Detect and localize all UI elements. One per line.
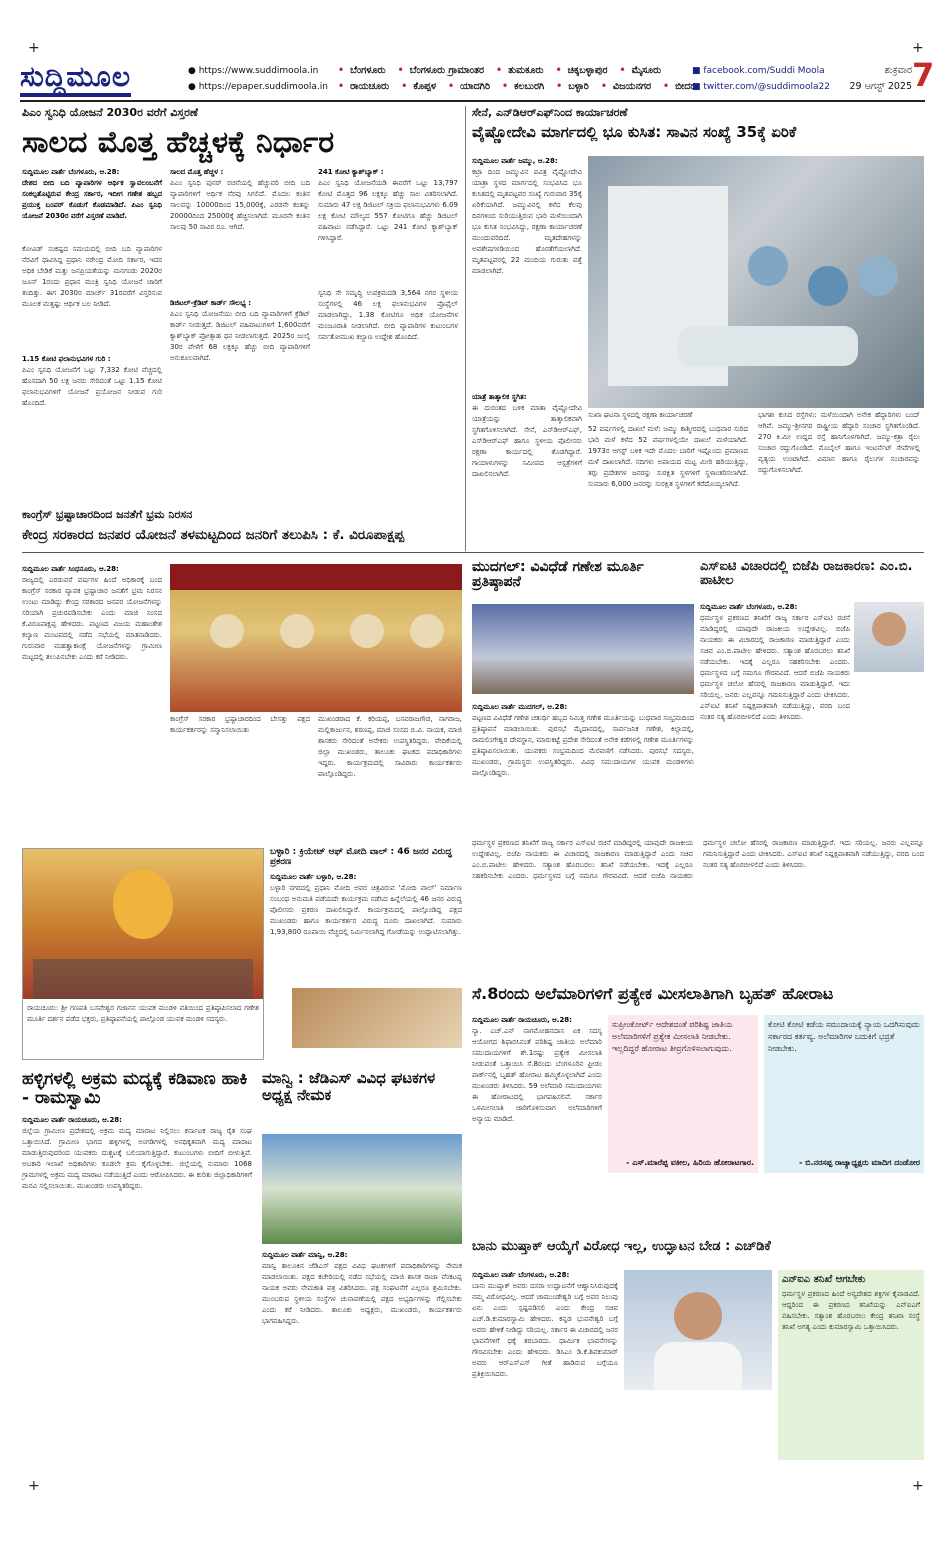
photo-caption: ರಾಯಚೂರು: ಶ್ರೀ ಗಣಪತಿ ಬಸವೇಶ್ವರ ಗಜಾನನ ಯುವಕ ಮಂಡಳಿ ವತಿಯಿಂದ ಪ್ರತಿಷ್ಠಾಪಿಸಲಾದ ಗಣೇಶ ಮೂರ್ತಿ ದರ್ಶನ ಪಡೆದ ಭಕ್ತರು, ಪ್ರತಿಷ್ಠಾಪನೆಯಲ್ಲಿ ಪಾಲ್ಗೊಂಡ ಯುವಕ ಮಂಡಳಿ ಸದಸ್ಯರು. — [27, 1004, 259, 1023]
story-vaishnodevi — [472, 106, 924, 488]
story-body: ಕಟ್ರಾ ದಿಂದ ಜಮ್ಮುವಿನ ಪವಿತ್ರ ವೈಷ್ಣೋದೇವಿ ಯಾತ್ರಾ ಸ್ಥಳದ ಮಾರ್ಗದಲ್ಲಿ ಸಂಭವಿಸಿದ ಭೂ ಕುಸಿತದಲ್ಲಿ ಮೃತಪಟ್ಟವರ ಸಂಖ್ಯೆ ಗುರುವಾರ 35ಕ್ಕೆ ಏರಿಕೆಯಾಗಿದೆ. ಜಮ್ಮುವಿನಲ್ಲಿ ಕಳೆದ ಕೆಲವು ದಿನಗಳಿಂದ ಸುರಿಯುತ್ತಿರುವ ಭಾರಿ ಮಳೆಯಿಂದಾಗಿ ಭೂ ಕುಸಿತ ಸಂಭವಿಸಿದ್ದು, ರಕ್ಷಣಾ ಕಾರ್ಯಾಚರಣೆ ಮುಂದುವರಿದಿದೆ. ಮೃತದೇಹಗಳನ್ನು ಅವಶೇಷಗಳಡಿಯಿಂದ ಹೊರತೆಗೆಯಲಾಗಿದೆ. ಮೃತಪಟ್ಟವರಲ್ಲಿ 22 ಮಂದಿಯ ಗುರುತು ಪತ್ತೆ ಮಾಡಲಾಗಿದೆ. — [472, 168, 582, 275]
crowd-shape — [33, 959, 253, 999]
quote-text: ಸುಪ್ರೀಂಕೋರ್ಟ್ ಆದೇಶದಂತೆ ಪರಿಶಿಷ್ಟ ಜಾತಿಯ ಅಲೆಮಾರಿಗಳಿಗೆ ಪ್ರತ್ಯೇಕ ಮೀಸಲಾತಿ ನೀಡಬೇಕು. ಇಲ್ಲದಿದ್ದರೆ ಹೋರಾಟ ತೀವ್ರಗೊಳಿಸಲಾಗುವುದು. — [608, 1015, 758, 1153]
photo-caption: ಕಾಂಗ್ರೆಸ್ ಸರಕಾರ ಭ್ರಷ್ಟಾಚಾರದಿಂದ ಬೇಸತ್ತು ಪಕ್ಷದ ಕಾರ್ಯಕರ್ತರನ್ನು ಸನ್ಮಾನಿಸಲಾಯಿತು — [170, 715, 310, 734]
story-subhead: ಯಾತ್ರೆ ತಾತ್ಕಾಲಿಕ ಸ್ಥಗಿತ: — [472, 393, 527, 401]
epaper-link[interactable]: ● https://epaper.suddimoola.in — [188, 82, 328, 92]
story-byline: ಸುದ್ದಿಮೂಲ ವಾರ್ತೆ ರಾಯಚೂರು, ಆ.28: — [472, 1016, 572, 1024]
quote-author: - ಬಿ.ನರಸಪ್ಪ ರಾಜ್ಯಾಧ್ಯಕ್ಷರು ಮಾದಿಗ ದಂಡೋರ — [764, 1153, 924, 1173]
registration-mark: + — [912, 40, 924, 56]
issue-date: 29 ಆಗಸ್ಟ್ 2025 — [849, 81, 912, 92]
city-link[interactable] — [496, 65, 550, 76]
figure-shape — [210, 614, 244, 648]
bullet-icon: • — [619, 65, 626, 76]
globe-icon: ● — [188, 82, 199, 92]
story-mbpatil — [700, 559, 924, 721]
story-kicker: ಕಾಂಗ್ರೆಸ್ ಭ್ರಷ್ಟಾಚಾರದಿಂದ ಜನತೆಗೆ ಭ್ರಮ ನಿರಸನ — [22, 508, 193, 521]
story-headline: ಎಸ್‌ಐಟಿ ವಿಚಾರದಲ್ಲಿ ಬಿಜೆಪಿ ರಾಜಕಾರಣ: ಎಂ.ಬಿ. ಪಾಟೀಲ — [700, 559, 913, 589]
registration-mark: + — [28, 40, 40, 56]
bullet-icon: • — [401, 81, 408, 92]
event-photo — [170, 564, 462, 712]
bullet-icon: • — [338, 65, 345, 76]
dateline — [832, 63, 912, 95]
bullet-icon: • — [496, 65, 503, 76]
story-headline: ಸಾಲದ ಮೊತ್ತ ಹೆಚ್ಚಳಕ್ಕೆ ನಿರ್ಧಾರ — [22, 125, 335, 160]
city-link[interactable] — [401, 81, 442, 92]
story-virupakshappa — [22, 508, 462, 778]
banner-shape — [170, 564, 462, 590]
bullet-icon: • — [338, 81, 345, 92]
story-subhead: ಸಾಲದ ಮೊತ್ತ ಹೆಚ್ಚಳ : — [170, 168, 224, 176]
city-label: ಬೀದರ — [675, 81, 696, 92]
city-link[interactable] — [620, 65, 668, 76]
story-hdk — [472, 1239, 924, 1378]
story-body: ರಾಜ್ಯದಲ್ಲಿ ಎರಡುವರೆ ವರ್ಷಗಳ ಹಿಂದೆ ಅಧಿಕಾರಕ್ಕೆ ಬಂದ ಕಾಂಗ್ರೆಸ್ ಸರಕಾರ ವ್ಯಾಪಕ ಭ್ರಷ್ಟಾಚಾರ ಜನತೆಗೆ ಭ್ರಮ ನಿರಸನ ಉಂಟು ಮಾಡಿದ್ದು ಕೇಂದ್ರ ಸರಕಾರದ ಜನಪರ ಯೋಜನೆಗಳನ್ನು ಸರಿಯಾಗಿ ಪ್ರಚುರಪಡಿಸಬೇಕು ಎಂದು ಮಾಜಿ ಸಂಸದ ಕೆ.ವಿರೂಪಾಕ್ಷಪ್ಪ ಹೇಳಿದರು. ಪಟ್ಟಣದ ವಿಜಯ ಮಹಾಂತೇಶ ಕಲ್ಯಾಣ ಮಂಟಪದಲ್ಲಿ ನಡೆದ ಸಭೆಯಲ್ಲಿ ಮಾತನಾಡಿದರು. ಗುರುವಾರ ಮಹತ್ವಾಕಾಂಕ್ಷೆ ಯೋಜನೆಗಳನ್ನು ಗ್ರಾಮೀಣ ಮಟ್ಟದಲ್ಲಿ ತಲುಪಿಸಬೇಕು ಎಂದು ಕರೆ ನೀಡಿದರು. — [22, 576, 162, 661]
registration-mark: + — [28, 1478, 40, 1494]
story-byline: ಸುದ್ದಿಮೂಲ ವಾರ್ತೆ ಬಳ್ಳಾರಿ, ಆ.28: — [270, 872, 357, 881]
figure-shape — [350, 614, 384, 648]
story-body: ಈ ದುರಂತದ ಬಳಿಕ ಮಾತಾ ವೈಷ್ಣೋದೇವಿ ಯಾತ್ರೆಯನ್ನು ತಾತ್ಕಾಲಿಕವಾಗಿ ಸ್ಥಗಿತಗೊಳಿಸಲಾಗಿದೆ. ಸೇನೆ, ಎನ್‌ಡಿಆರ್‌ಎಫ್, ಎಸ್‌ಡಿಆರ್‌ಎಫ್ ಹಾಗೂ ಸ್ಥಳೀಯ ಪೊಲೀಸರು ರಕ್ಷಣಾ ಕಾರ್ಯದಲ್ಲಿ ತೊಡಗಿದ್ದಾರೆ. ಗಾಯಾಳುಗಳನ್ನು ಸಮೀಪದ ಆಸ್ಪತ್ರೆಗಳಿಗೆ ದಾಖಲಿಸಲಾಗಿದೆ. — [472, 404, 582, 478]
story-subhead: 1.15 ಕೋಟಿ ಫಲಾನುಭವಿಗಳ ಗುರಿ : — [22, 355, 111, 363]
story-byline: ಸುದ್ದಿಮೂಲ ವಾರ್ತೆ ಜಮ್ಮು, ಆ.28: — [472, 157, 558, 165]
photo-caption: ಸುಖಾ ಘಟನಾ ಸ್ಥಳದಲ್ಲಿ ರಕ್ಷಣಾ ಕಾರ್ಯಾಚರಣೆ — [588, 411, 693, 419]
figure-shape — [280, 614, 314, 648]
ganesha-photo-story — [22, 848, 264, 1060]
city-label: ಯಾದಗಿರಿ — [460, 81, 490, 92]
twitter-link[interactable]: ■ twitter.com/@suddimoola22 — [692, 82, 830, 92]
story-intro: ದೇಶದ ಬೀದಿ ಬದಿ ವ್ಯಾಪಾರಿಗಳ ಆರ್ಥಿಕ ಸ್ವಾವಲಂಬನೆಗೆ ಸಂಕಲ್ಪತೊಟ್ಟಿರುವ ಕೇಂದ್ರ ಸರ್ಕಾರ, ಇದೀಗ ಗಣೇಶ ಹಬ್ಬದ ಪ್ರಯುಕ್ತ ಬಂಪರ್ ಕೊಡುಗೆ ಕೊಡಮಾಡಿದೆ. ಪಿಎಂ ಸ್ವನಿಧಿ ಯೋಜನೆ 2030ರ ವರೆಗೆ ವಿಸ್ತರಣೆ ಮಾಡಿದೆ. — [22, 179, 162, 220]
story-byline: ಸುದ್ದಿಮೂಲ ವಾರ್ತೆ ಸಿಂಧನೂರು, ಆ.28: — [22, 565, 119, 573]
story-headline: ಸೆ.8ರಂದು ಅಲೆಮಾರಿಗಳಿಗೆ ಪ್ರತ್ಯೇಕ ಮೀಸಲಾತಿಗಾಗಿ ಬೃಹತ್ ಹೋರಾಟ — [472, 984, 834, 1003]
city-link[interactable] — [398, 65, 490, 76]
city-label: ಕೊಪ್ಪಳ — [413, 81, 437, 92]
story-body: ಪಿಎಂ ಸ್ವನಿಧಿ ಯೋಜನೆಯಡಿ ಈವರೆಗೆ ಒಟ್ಟು 13,797 ಕೋಟಿ ಮೊತ್ತದ 96 ಲಕ್ಷಕ್ಕೂ ಹೆಚ್ಚು ಸಾಲ ವಿತರಿಸಲಾಗಿದೆ. ಸುಮಾರು 47 ಲಕ್ಷ ಡಿಜಿಟಲ್ ಸಕ್ರಿಯ ಫಲಾನುಭವಿಗಳು 6.09 ಲಕ್ಷ ಕೋಟಿ ಮೌಲ್ಯದ 557 ಕೋಟಿಗೂ ಹೆಚ್ಚು ಡಿಜಿಟಲ್ ವಹಿವಾಟು ನಡೆಸಿದ್ದಾರೆ. ಒಟ್ಟು 241 ಕೋಟಿ ಕ್ಯಾಶ್‌ಬ್ಯಾಕ್ ಗಳಿಸಿದ್ದಾರೆ. — [318, 179, 458, 242]
story-headline: ಮಾನ್ವಿ : ಜೆಡಿಎಸ್ ವಿವಿಧ ಘಟಕಗಳ ಅಧ್ಯಕ್ಷ ನೇಮಕ — [262, 1069, 436, 1104]
story-kicker: ಸೇನೆ, ಎನ್‌ಡಿಆರ್‌ಎಫ್‌ನಿಂದ ಕಾರ್ಯಾಚರಣೆ — [472, 106, 628, 119]
story-byline: ಸುದ್ದಿಮೂಲ ವಾರ್ತೆ ಮುದಗಲ್, ಆ.28: — [472, 703, 568, 711]
face-shape — [872, 612, 906, 646]
story-headline: ಮುದಗಲ್: ವಿವಿಧೆಡೆ ಗಣೇಶ ಮೂರ್ತಿ ಪ್ರತಿಷ್ಠಾಪನೆ — [472, 559, 644, 591]
logo: ಸುದ್ದಿಮೂಲ — [20, 60, 178, 96]
city-link[interactable] — [448, 81, 496, 92]
weekday: ಶುಕ್ರವಾರ — [884, 65, 912, 76]
story-body: ಪಟ್ಟಣದ ವಿವಿಧೆಡೆ ಗಣೇಶ ಚತುರ್ಥಿ ಹಬ್ಬದ ನಿಮಿತ್ತ ಗಣೇಶ ಮೂರ್ತಿಯನ್ನು ಬುಧವಾರ ಸಂಭ್ರಮದಿಂದ ಪ್ರತಿಷ್ಠಾಪನೆ ಮಾಡಲಾಯಿತು. ಪುರಸಭೆ ಮೈದಾನದಲ್ಲಿ, ಸಾರ್ವಜನಿಕ ಗಣೇಶ, ಕಿಲ್ಲಾದಲ್ಲಿ, ರಾಮಲಿಂಗೇಶ್ವರ ದೇವಸ್ಥಾನ, ಮಾರುಕಟ್ಟೆ ಪ್ರದೇಶ ಸೇರಿದಂತೆ ಅನೇಕ ಕಡೆಗಳಲ್ಲಿ ಗಣೇಶ ಮೂರ್ತಿಗಳನ್ನು ಪ್ರತಿಷ್ಠಾಪಿಸಲಾಯಿತು. ಯುವಕರು ಸಂಭ್ರಮದಿಂದ ಮೆರವಣಿಗೆ ನಡೆಸಿದರು. ಪುರಸಭೆ ಸದಸ್ಯರು, ಮುಖಂಡರು, ಗ್ರಾಮಸ್ಥರು ಉಪಸ್ಥಿತರಿದ್ದರು. ವಿವಿಧ ಸಮುದಾಯಗಳ ಯುವಕ ಮಂಡಳಿಗಳು ಪಾಲ್ಗೊಂಡಿದ್ದರು. — [472, 714, 694, 777]
city-label: ಮೈಸೂರು — [631, 65, 662, 76]
section-rule — [22, 552, 924, 553]
city-link[interactable] — [338, 81, 395, 92]
website-link[interactable]: ● https://www.suddimoola.in — [188, 66, 319, 76]
city-link[interactable] — [502, 81, 550, 92]
city-link[interactable] — [556, 65, 614, 76]
jds-photo — [262, 1134, 462, 1244]
city-label: ತುಮಕೂರು — [508, 65, 544, 76]
figure-shape — [410, 614, 444, 648]
city-label: ವಿಜಯನಗರ — [612, 81, 652, 92]
quote-text: ಕೋಟಿ ಕೋಟಿ ಕಡೆಯ ಸಮುದಾಯಕ್ಕೆ ನ್ಯಾಯ ಒದಗಿಸುವುದು ಸರ್ಕಾರದ ಕರ್ತವ್ಯ. ಅಲೆಮಾರಿಗಳ ಬದುಕಿಗೆ ಭದ್ರತೆ ನೀಡಬೇಕು. — [764, 1015, 924, 1153]
bullet-icon: • — [448, 81, 455, 92]
story-modi-wall — [270, 848, 462, 1058]
story-headline: ಕೇಂದ್ರ ಸರಕಾರದ ಜನಪರ ಯೋಜನೆ ತಳಮಟ್ಟದಿಂದ ಜನರಿಗೆ ತಲುಪಿಸಿ : ಕೆ. ವಿರೂಪಾಕ್ಷಪ್ಪ — [22, 527, 405, 543]
story-manvi-jds — [262, 1069, 462, 1325]
social-block — [692, 63, 830, 95]
story-byline: ಸುದ್ದಿಮೂಲ ವಾರ್ತೆ ಬೆಂಗಳೂರು, ಆ.28: — [22, 168, 120, 176]
shirt-shape — [654, 1342, 742, 1390]
city-link[interactable] — [601, 81, 657, 92]
bullet-icon: • — [600, 81, 607, 92]
city-link[interactable] — [338, 65, 392, 76]
ganesha-event-photo — [472, 604, 694, 694]
story-body-continued: ಧರ್ಮಸ್ಥಳ ಪ್ರಕರಣದ ತನಿಖೆಗೆ ರಾಜ್ಯ ಸರ್ಕಾರ ಎಸ್‌ಐಟಿ ರಚನೆ ಮಾಡಿದ್ದರಲ್ಲಿ ಯಾವುದೇ ರಾಜಕೀಯ ಉದ್ದೇಶವಿಲ್ಲ. ಬಿಜೆಪಿ ನಾಯಕರು ಈ ವಿಚಾರದಲ್ಲಿ ರಾಜಕಾರಣ ಮಾಡುತ್ತಿದ್ದಾರೆ ಎಂದು ಸಚಿವ ಎಂ.ಬಿ.ಪಾಟೀಲ ಹೇಳಿದರು. ಸತ್ಯಾಂಶ ಹೊರಬರಲು ತನಿಖೆ ನಡೆಯಬೇಕು. ಇದಕ್ಕೆ ಎಲ್ಲರೂ ಸಹಕರಿಸಬೇಕು ಎಂದರು. ಧರ್ಮಸ್ಥಳದ ಬಗ್ಗೆ ನಮಗೂ ಗೌರವವಿದೆ. ಆದರೆ ಬಿಜೆಪಿ ನಾಯಕರು ಧರ್ಮಸ್ಥಳ ಚಲೋ ಹೆಸರಲ್ಲಿ ರಾಜಕಾರಣ ಮಾಡುತ್ತಿದ್ದಾರೆ. ಇದು ಸರಿಯಲ್ಲ. ಜನರು ಎಲ್ಲವನ್ನೂ ಗಮನಿಸುತ್ತಿದ್ದಾರೆ ಎಂದು ಟೀಕಿಸಿದರು. ಎಸ್‌ಐಟಿ ತನಿಖೆ ನಿಷ್ಪಕ್ಷಪಾತವಾಗಿ ನಡೆಯುತ್ತಿದ್ದು, ವರದಿ ಬಂದ ನಂತರ ಸತ್ಯ ಹೊರಬೀಳಲಿದೆ ಎಂದು ತಿಳಿಸಿದರು. — [472, 839, 924, 880]
story-body: ಸ್ವನಿಧಿ ಸೇ ಸಮೃದ್ಧಿ ಉಪಕ್ರಮದಡಿ 3,564 ನಗರ ಸ್ಥಳೀಯ ಸಂಸ್ಥೆಗಳಲ್ಲಿ 46 ಲಕ್ಷ ಫಲಾನುಭವಿಗಳ ಪ್ರೊಫೈಲ್ ಮಾಡಲಾಗಿದ್ದು, 1.38 ಕೋಟಿಗೂ ಅಧಿಕ ಯೋಜನೆಗಳ ಮಂಜೂರಾತಿ ನೀಡಲಾಗಿದೆ. ಬೀದಿ ವ್ಯಾಪಾರಿಗಳ ಕುಟುಂಬಗಳ ಸರ್ವತೋಮುಖ ಕಲ್ಯಾಣ ಉದ್ದೇಶ ಹೊಂದಿದೆ. — [318, 289, 458, 341]
city-label: ಕಲಬುರಗಿ — [514, 81, 545, 92]
story-body: ನ್ಯಾ. ಎಚ್.ಎನ್ ನಾಗಮೋಹನದಾಸ ಏಕ ಸದಸ್ಯ ಆಯೋಗದ ಶಿಫಾರಸಿನಂತೆ ಪರಿಶಿಷ್ಟ ಜಾತಿಯ ಅಲೆಮಾರಿ ಸಮುದಾಯಗಳಿಗೆ ಶೇ.1ರಷ್ಟು ಪ್ರತ್ಯೇಕ ಮೀಸಲಾತಿ ನೀಡುವಂತೆ ಒತ್ತಾಯಿಸಿ ಸೆ.8ರಂದು ಬೆಂಗಳೂರಿನ ಫ್ರೀಡಂ ಪಾರ್ಕ್‌ನಲ್ಲಿ ಬೃಹತ್ ಹೋರಾಟ ಹಮ್ಮಿಕೊಳ್ಳಲಾಗಿದೆ ಎಂದು ಮುಖಂಡರು ತಿಳಿಸಿದರು. 59 ಅಲೆಮಾರಿ ಸಮುದಾಯಗಳು ಈ ಹೋರಾಟದಲ್ಲಿ ಭಾಗವಹಿಸಲಿವೆ. ಸರ್ಕಾರ ಒಳಮೀಸಲಾತಿ ಜಾರಿಗೊಳಿಸುವಾಗ ಅಲೆಮಾರಿಗಳಿಗೆ ಅನ್ಯಾಯ ಮಾಡಿದೆ. — [472, 1027, 602, 1123]
city-list — [338, 63, 698, 95]
story-byline: ಸುದ್ದಿಮೂಲ ವಾರ್ತೆ ರಾಯಚೂರು, ಆ.28: — [22, 1116, 122, 1125]
story-headline: ಬಳ್ಳಾರಿ : ಕ್ರಿಯೇಟ್ ಆಫ್ ಮೋದಿ ವಾಲ್ : 46 ಜನರ ವಿರುದ್ಧ ಪ್ರಕರಣ — [270, 847, 452, 867]
masthead — [20, 56, 935, 102]
rescue-photo — [588, 156, 924, 408]
twitter-icon: ■ — [692, 82, 704, 92]
story-headline: ಬಾನು ಮುಷ್ತಾಕ್ ಆಯ್ಕೆಗೆ ವಿರೋಧ ಇಲ್ಲ, ಉದ್ಘಾಟನ ಬೇಡ : ಎಚ್‌ಡಿಕೆ — [472, 1239, 771, 1254]
portrait-photo — [854, 602, 924, 672]
story-kicker: ಪಿಎಂ ಸ್ವನಿಧಿ ಯೋಜನೆ 2030ರ ವರೆಗೆ ವಿಸ್ತರಣೆ — [22, 106, 462, 120]
city-label: ಬೆಂಗಳೂರು ಗ್ರಾಮಾಂತರ — [409, 65, 484, 76]
sidebar-head: ಎನ್‌ಐಎ ತನಿಖೆ ಆಗಬೇಕು — [782, 1274, 866, 1285]
facebook-link[interactable]: ■ facebook.com/Suddi Moola — [692, 66, 825, 76]
face-shape — [674, 1292, 722, 1340]
story-body: ಜಿಲ್ಲೆಯ ಗ್ರಾಮೀಣ ಪ್ರದೇಶದಲ್ಲಿ ಅಕ್ರಮ ಮದ್ಯ ಮಾರಾಟ ನಿಲ್ಲಿಸಲು ಕರ್ನಾಟಕ ರಾಜ್ಯ ರೈತ ಸಂಘ ಒತ್ತಾಯಿಸಿದೆ. ಗ್ರಾಮೀಣ ಭಾಗದ ಹಳ್ಳಿಗಳಲ್ಲಿ ಅಂಗಡಿಗಳಲ್ಲಿ ಅನಧಿಕೃತವಾಗಿ ಮದ್ಯ ಮಾರಾಟ ಮಾಡುತ್ತಿರುವುದರಿಂದ ಯುವಕರು ದುಶ್ಚಟಕ್ಕೆ ಬಲಿಯಾಗುತ್ತಿದ್ದಾರೆ. ಕುಟುಂಬಗಳು ಬೀದಿಗೆ ಬೀಳುತ್ತಿವೆ. ಅಬಕಾರಿ ಇಲಾಖೆ ಅಧಿಕಾರಿಗಳು ಕೂಡಲೇ ಕ್ರಮ ಕೈಗೊಳ್ಳಬೇಕು. ಜಿಲ್ಲೆಯಲ್ಲಿ ಸುಮಾರು 1068 ಗ್ರಾಮಗಳಲ್ಲಿ ಅಕ್ರಮ ಮದ್ಯ ಮಾರಾಟ ನಡೆಯುತ್ತಿದೆ ಎಂದು ಆರೋಪಿಸಿದರು. ಈ ಕುರಿತು ಜಿಲ್ಲಾಧಿಕಾರಿಗಳಿಗೆ ಮನವಿ ಸಲ್ಲಿಸಲಾಯಿತು. ಮುಖಂಡರು ಉಪಸ್ಥಿತರಿದ್ದರು. — [22, 1127, 252, 1191]
story-body: ಪಿಎಂ ಸ್ವನಿಧಿ ಯೋಜನೆಯು ಬೀದಿ ಬದಿ ವ್ಯಾಪಾರಿಗಳಿಗೆ ಕ್ರೆಡಿಟ್ ಕಾರ್ಡ್ ನೀಡುತ್ತದೆ. ಡಿಜಿಟಲ್ ವಹಿವಾಟುಗಳಿಗೆ 1,600ವರೆಗೆ ಕ್ಯಾಶ್‌ಬ್ಯಾಕ್ ಪ್ರೋತ್ಸಾಹ ಧನ ನೀಡಲಾಗುತ್ತದೆ. 2025ರ ಜುಲೈ 30ರ ವೇಳೆಗೆ 68 ಲಕ್ಷಕ್ಕೂ ಹೆಚ್ಚು ಬೀದಿ ವ್ಯಾಪಾರಿಗಳಿಗೆ ಅನುಕೂಲವಾಗಿದೆ. — [170, 310, 310, 362]
city-label: ಬೆಂಗಳೂರು — [350, 65, 386, 76]
facebook-icon: ■ — [692, 66, 704, 76]
story-body: ಪಿಎಂ ಸ್ವನಿಧಿ ಯೋಜನೆಗೆ ಒಟ್ಟು 7,332 ಕೋಟಿ ವೆಚ್ಚದಲ್ಲಿ ಹೊಸದಾಗಿ 50 ಲಕ್ಷ ಜನರು ಸೇರಿದಂತೆ ಒಟ್ಟು 1.15 ಕೋಟಿ ಫಲಾನುಭವಿಗಳಿಗೆ ಯೋಜನೆ ಪ್ರಯೋಜನ ನೀಡುವ ಗುರಿ ಹೊಂದಿದೆ. — [22, 366, 162, 407]
quote-author: - ಎಸ್.ಮಾರೆಪ್ಪ ವಕೀಲ, ಹಿರಿಯ ಹೋರಾಟಗಾರ. — [608, 1153, 758, 1173]
figure-shape — [808, 266, 848, 306]
hdk-photo — [624, 1270, 772, 1390]
story-body: ಮಾನ್ವಿ ತಾಲೂಕಿನ ಜೆಡಿಎಸ್ ಪಕ್ಷದ ವಿವಿಧ ಘಟಕಗಳಿಗೆ ಪದಾಧಿಕಾರಿಗಳನ್ನು ನೇಮಕ ಮಾಡಲಾಯಿತು. ಪಕ್ಷದ ಕಚೇರಿಯಲ್ಲಿ ನಡೆದ ಸಭೆಯಲ್ಲಿ ಮಾಜಿ ಶಾಸಕ ರಾಜಾ ವೆಂಕಟಪ್ಪ ನಾಯಕ ಅವರು ನೇಮಕಾತಿ ಪತ್ರ ವಿತರಿಸಿದರು. ಪಕ್ಷ ಸಂಘಟನೆಗೆ ಎಲ್ಲರೂ ಶ್ರಮಿಸಬೇಕು. ಮುಂಬರುವ ಸ್ಥಳೀಯ ಸಂಸ್ಥೆಗಳ ಚುನಾವಣೆಯಲ್ಲಿ ಪಕ್ಷದ ಅಭ್ಯರ್ಥಿಗಳನ್ನು ಗೆಲ್ಲಿಸಬೇಕು ಎಂದು ಕರೆ ನೀಡಿದರು. ತಾಲೂಕು ಅಧ್ಯಕ್ಷರು, ಮುಖಂಡರು, ಕಾರ್ಯಕರ್ತರು ಭಾಗವಹಿಸಿದ್ದರು. — [262, 1262, 462, 1325]
bullet-icon: • — [555, 65, 562, 76]
story-subhead: ಡಿಜಿಟಲ್-ಕ್ರೆಡಿಟ್ ಕಾರ್ಡ್ ಸೌಲಭ್ಯ : — [170, 299, 252, 307]
city-label: ಬಳ್ಳಾರಿ — [568, 81, 589, 92]
ganesha-photo — [23, 849, 263, 999]
sidebar-text: ಧರ್ಮಸ್ಥಳ ಪ್ರಕರಣದ ಹಿಂದೆ ಅನ್ಯದೇಶದ ಶಕ್ತಿಗಳ ಕೈವಾಡವಿದೆ. ಆದ್ದರಿಂದ ಈ ಪ್ರಕರಣದ ತನಿಖೆಯನ್ನು ಎನ್‌ಐಎಗೆ ವಹಿಸಬೇಕು. ಸತ್ಯಾಂಶ ಹೊರಬರಲು ಕೇಂದ್ರ ತನಿಖಾ ಸಂಸ್ಥೆ ತನಿಖೆ ಅಗತ್ಯ ಎಂದು ಕುಮಾರಸ್ವಾಮಿ ಒತ್ತಾಯಿಸಿದರು. — [782, 1290, 920, 1331]
story-body: 52 ವರ್ಷಗಳಲ್ಲಿ ದಾಖಲೆ ಮಳೆ: ಜಮ್ಮು ಕಾಶ್ಮೀರದಲ್ಲಿ ಬುಧವಾರ ಸುರಿದ ಭಾರಿ ಮಳೆ ಕಳೆದ 52 ವರ್ಷಗಳಲ್ಲಿಯೇ ದಾಖಲೆ ಮಳೆಯಾಗಿದೆ. 1973ರ ಆಗಸ್ಟ್ ಬಳಿಕ ಇದೇ ಮೊದಲ ಬಾರಿಗೆ ಇಷ್ಟೊಂದು ಪ್ರಮಾಣದ ಮಳೆ ದಾಖಲಾಗಿದೆ. ನದಿಗಳು ಅಪಾಯದ ಮಟ್ಟ ಮೀರಿ ಹರಿಯುತ್ತಿದ್ದು, ತಗ್ಗು ಪ್ರದೇಶಗಳ ಜನರನ್ನು ಸುರಕ್ಷಿತ ಸ್ಥಳಗಳಿಗೆ ಸ್ಥಳಾಂತರಿಸಲಾಗಿದೆ. ಸುಮಾರು 6,000 ಜನರನ್ನು ಸುರಕ್ಷಿತ ಸ್ಥಳಗಳಿಗೆ ಕರೆದೊಯ್ಯಲಾಗಿದೆ. — [588, 425, 748, 488]
bullet-icon: • — [397, 65, 404, 76]
url-block — [188, 63, 328, 95]
sidebar-box — [778, 1270, 924, 1460]
story-body: ಬಾನು ಮುಷ್ತಾಕ್ ಅವರು ದಸರಾ ಉದ್ಘಾಟನೆಗೆ ಆಹ್ವಾನಿಸಿರುವುದಕ್ಕೆ ನಮ್ಮ ವಿರೋಧವಿಲ್ಲ. ಆದರೆ ಚಾಮುಂಡೇಶ್ವರಿ ಬಗ್ಗೆ ಅವರ ನಿಲುವು ಏನು ಎಂದು ಸ್ಪಷ್ಟಪಡಿಸಲಿ ಎಂದು ಕೇಂದ್ರ ಸಚಿವ ಎಚ್.ಡಿ.ಕುಮಾರಸ್ವಾಮಿ ಹೇಳಿದರು. ಕನ್ನಡ ಭುವನೇಶ್ವರಿ ಬಗ್ಗೆ ಅವರು ಹೇಳಿಕೆ ನೀಡಿದ್ದು ಸರಿಯಲ್ಲ. ಸರ್ಕಾರ ಈ ವಿಚಾರದಲ್ಲಿ ಜನರ ಭಾವನೆಗಳಿಗೆ ಧಕ್ಕೆ ತರಬಾರದು. ಧಾರ್ಮಿಕ ಭಾವನೆಗಳನ್ನು ಗೌರವಿಸಬೇಕು ಎಂದು ಹೇಳಿದರು. ಡಿಸಿಎಂ ಡಿ.ಕೆ.ಶಿವಕುಮಾರ್ ಅವರು ಆರ್‌ಎಸ್‌ಎಸ್ ಗೀತೆ ಹಾಡಿರುವ ಬಗ್ಗೆಯೂ ಪ್ರತಿಕ್ರಿಯಿಸಿದರು. — [472, 1282, 618, 1378]
story-body: ಮುಖಂಡರಾದ ಕೆ. ಕರಿಯಪ್ಪ, ಬಸವರಾಜಗೌಡ, ನಾಗರಾಜ, ಮಲ್ಲಿಕಾರ್ಜುನ, ಶರಣಪ್ಪ, ಮಾಜಿ ಸಂಸದ ಬಿ.ವಿ. ನಾಯಕ, ಮಾಜಿ ಶಾಸಕರು ಸೇರಿದಂತೆ ಅನೇಕರು ಉಪಸ್ಥಿತರಿದ್ದರು. ವೇದಿಕೆಯಲ್ಲಿ ಜಿಲ್ಲಾ ಮುಖಂಡರು, ತಾಲೂಕು ಘಟಕದ ಪದಾಧಿಕಾರಿಗಳು ಇದ್ದರು. ಕಾರ್ಯಕ್ರಮದಲ್ಲಿ ಸಾವಿರಾರು ಕಾರ್ಯಕರ್ತರು ಪಾಲ್ಗೊಂಡಿದ್ದರು. — [318, 715, 462, 778]
wall-photo — [292, 988, 462, 1048]
story-byline: ಸುದ್ದಿಮೂಲ ವಾರ್ತೆ ಬೆಂಗಳೂರು, ಆ.28: — [472, 1271, 570, 1279]
story-headline: ಹಳ್ಳಿಗಳಲ್ಲಿ ಅಕ್ರಮ ಮದ್ಯಕ್ಕೆ ಕಡಿವಾಣ ಹಾಕಿ - ರಾಮಸ್ವಾಮಿ — [22, 1069, 248, 1108]
story-subhead: 241 ಕೋಟಿ ಕ್ಯಾಶ್‌ಬ್ಯಾಕ್ : — [318, 168, 384, 176]
story-body: ಪಿಎಂ ಸ್ವನಿಧಿ ಪುನರ್ ರಚನೆಯಲ್ಲಿ ಹೆಚ್ಚುವರಿ ಬೀದಿ ಬದಿ ವ್ಯಾಪಾರಿಗಳಿಗೆ ಆರ್ಥಿಕ ನೆರವು ಸಿಗಲಿದೆ. ಮೊದಲ ಕಂತಿನ ಸಾಲವನ್ನು 10000ದಿಂದ 15,000ಕ್ಕೆ, ಎರಡನೇ ಕಂತನ್ನು 20000ದಿಂದ 25000ಕ್ಕೆ ಹೆಚ್ಚಿಸಲಾಗಿದೆ. ಮೂರನೇ ಕಂತಿನ ಸಾಲವು 50 ಸಾವಿರ ರೂ. ಆಗಿದೆ. — [170, 179, 310, 231]
story-body: ಧರ್ಮಸ್ಥಳ ಪ್ರಕರಣದ ತನಿಖೆಗೆ ರಾಜ್ಯ ಸರ್ಕಾರ ಎಸ್‌ಐಟಿ ರಚನೆ ಮಾಡಿದ್ದರಲ್ಲಿ ಯಾವುದೇ ರಾಜಕೀಯ ಉದ್ದೇಶವಿಲ್ಲ. ಬಿಜೆಪಿ ನಾಯಕರು ಈ ವಿಚಾರದಲ್ಲಿ ರಾಜಕಾರಣ ಮಾಡುತ್ತಿದ್ದಾರೆ ಎಂದು ಸಚಿವ ಎಂ.ಬಿ.ಪಾಟೀಲ ಹೇಳಿದರು. ಸತ್ಯಾಂಶ ಹೊರಬರಲು ತನಿಖೆ ನಡೆಯಬೇಕು. ಇದಕ್ಕೆ ಎಲ್ಲರೂ ಸಹಕರಿಸಬೇಕು ಎಂದರು. ಧರ್ಮಸ್ಥಳದ ಬಗ್ಗೆ ನಮಗೂ ಗೌರವವಿದೆ. ಆದರೆ ಬಿಜೆಪಿ ನಾಯಕರು ಧರ್ಮಸ್ಥಳ ಚಲೋ ಹೆಸರಲ್ಲಿ ರಾಜಕಾರಣ ಮಾಡುತ್ತಿದ್ದಾರೆ. ಇದು ಸರಿಯಲ್ಲ. ಜನರು ಎಲ್ಲವನ್ನೂ ಗಮನಿಸುತ್ತಿದ್ದಾರೆ ಎಂದು ಟೀಕಿಸಿದರು. ಎಸ್‌ಐಟಿ ತನಿಖೆ ನಿಷ್ಪಕ್ಷಪಾತವಾಗಿ ನಡೆಯುತ್ತಿದ್ದು, ವರದಿ ಬಂದ ನಂತರ ಸತ್ಯ ಹೊರಬೀಳಲಿದೆ ಎಂದು ತಿಳಿಸಿದರು. — [700, 614, 850, 721]
quote-box — [608, 1015, 758, 1185]
bullet-icon: • — [501, 81, 509, 92]
story-alemaari — [472, 984, 924, 1167]
city-label: ಚಿಕ್ಕಬಳ್ಳಾಪುರ — [567, 65, 608, 76]
bullet-icon: • — [663, 81, 670, 92]
story-svanidhi — [22, 106, 462, 429]
story-ramaswamy — [22, 1070, 252, 1466]
city-label: ರಾಯಚೂರು — [350, 81, 390, 92]
story-body: ಬಳ್ಳಾರಿ ನಗರದಲ್ಲಿ ಪ್ರಧಾನಿ ಮೋದಿ ಅವರ ಚಿತ್ರವಿರುವ 'ಮೋದಿ ವಾಲ್' ನಿರ್ಮಾಣ ಸಂಬಂಧ ಅನುಮತಿ ಪಡೆಯದೇ ಕಾರ್ಯಕ್ರಮ ನಡೆಸಿದ ಹಿನ್ನೆಲೆಯಲ್ಲಿ 46 ಜನರ ವಿರುದ್ಧ ಪೊಲೀಸರು ಪ್ರಕರಣ ದಾಖಲಿಸಿದ್ದಾರೆ. ಕಾರ್ಯಕ್ರಮದಲ್ಲಿ ಪಾಲ್ಗೊಂಡಿದ್ದ ಪಕ್ಷದ ಮುಖಂಡರು ಹಾಗೂ ಕಾರ್ಯಕರ್ತರ ವಿರುದ್ಧ ದೂರು ದಾಖಲಾಗಿದೆ. ಸುಮಾರು 1,93,800 ರೂಪಾಯಿ ವೆಚ್ಚದಲ್ಲಿ ನಿರ್ಮಿಸಲಾಗಿದ್ದ ಗೋಡೆಯನ್ನು ಉದ್ಘಾಟಿಸಲಾಗಿತ್ತು. — [270, 883, 462, 936]
idol-shape — [113, 869, 173, 939]
globe-icon: ● — [188, 66, 199, 76]
stretcher-shape — [678, 326, 858, 366]
story-body: ಕೋವಿಡ್ ಸಂಕಷ್ಟದ ಸಮಯದಲ್ಲಿ ಬೀದಿ ಬದಿ ವ್ಯಾಪಾರಿಗಳ ನೆರವಿಗೆ ಧಾವಿಸಿದ್ದ ಪ್ರಧಾನಿ ನರೇಂದ್ರ ಮೋದಿ ಸರ್ಕಾರ, ಇದರ ಅಧಿಕ ಬೇಡಿಕೆ ಮತ್ತು ಜನಪ್ರಿಯತೆಯನ್ನು ಮನಗಂಡು 2020ರ ಜೂನ್ 1ರಂದು ಪ್ರಧಾನ ಮಂತ್ರಿ ಸ್ವನಿಧಿ ಯೋಜನೆ ಜಾರಿಗೆ ತಂದಿತ್ತು. ಈಗ 2030ರ ಮಾರ್ಚ್ 31ರವರೆಗೆ ವಿಸ್ತರಿಸುವ ಮೂಲಕ ಮತ್ತಷ್ಟು ಆರ್ಥಿಕ ಬಲ ನೀಡಿದೆ. — [22, 245, 162, 308]
story-body: ಭಾಗಶಃ ಕುಸಿದ ರಸ್ತೆಗಳು: ಮಳೆಯಿಂದಾಗಿ ಅನೇಕ ಹೆದ್ದಾರಿಗಳು ಬಂದ್ ಆಗಿವೆ. ಜಮ್ಮು-ಶ್ರೀನಗರ ರಾಷ್ಟ್ರೀಯ ಹೆದ್ದಾರಿ ಸಂಚಾರ ಸ್ಥಗಿತಗೊಂಡಿದೆ. 270 ಕಿ.ಮೀ ಉದ್ದದ ರಸ್ತೆ ಹಾನಿಗೊಳಗಾಗಿದೆ. ಜಮ್ಮು-ಕತ್ರಾ ರೈಲು ಸಂಚಾರ ರದ್ದುಗೊಂಡಿದೆ. ಮೊಬೈಲ್ ಹಾಗೂ ಇಂಟರ್ನೆಟ್ ಸೇವೆಗಳಲ್ಲಿ ವ್ಯತ್ಯಯ ಉಂಟಾಗಿದೆ. ವಿಮಾನ ಹಾಗೂ ರೈಲುಗಳ ಸಂಚಾರವನ್ನು ರದ್ದುಗೊಳಿಸಲಾಗಿದೆ. — [758, 411, 920, 474]
story-headline: ವೈಷ್ಣೋದೇವಿ ಮಾರ್ಗದಲ್ಲಿ ಭೂ ಕುಸಿತ: ಸಾವಿನ ಸಂಖ್ಯೆ 35ಕ್ಕೆ ಏರಿಕೆ — [472, 123, 797, 141]
registration-mark: + — [912, 1478, 924, 1494]
column-rule — [465, 106, 466, 551]
city-link[interactable] — [556, 81, 595, 92]
figure-shape — [748, 246, 788, 286]
page-number: 7 — [912, 56, 935, 94]
story-mudagal — [472, 559, 694, 777]
bullet-icon: • — [556, 81, 563, 92]
story-byline: ಸುದ್ದಿಮೂಲ ವಾರ್ತೆ ಬೆಂಗಳೂರು, ಆ.28: — [700, 603, 798, 611]
figure-shape — [858, 256, 898, 296]
story-byline: ಸುದ್ದಿಮೂಲ ವಾರ್ತೆ ಮಾನ್ವಿ, ಆ.28: — [262, 1251, 348, 1259]
quote-box — [764, 1015, 924, 1185]
